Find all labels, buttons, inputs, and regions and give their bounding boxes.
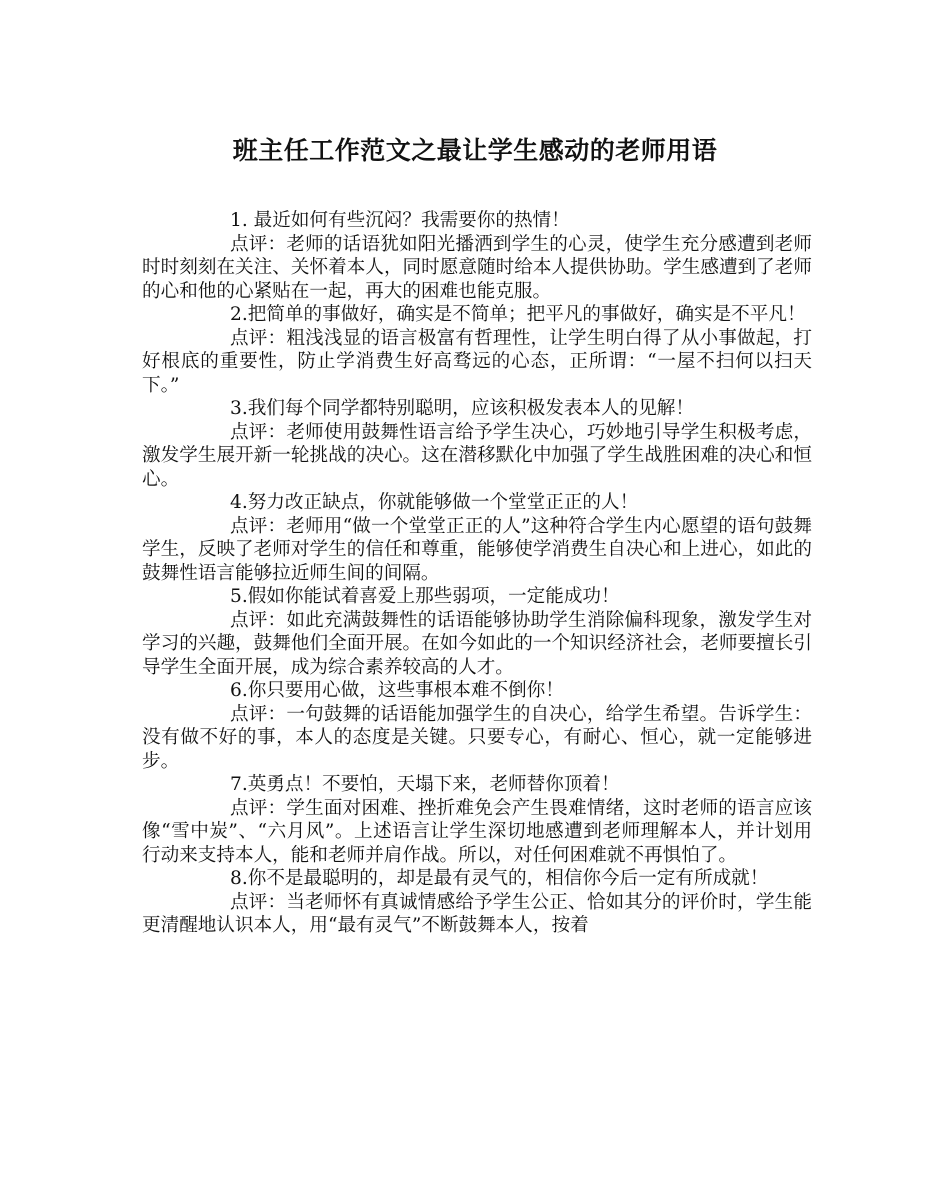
item-1-heading: 1. 最近如何有些沉闷？我需要你的热情！ xyxy=(230,210,570,231)
item-5-comment: 点评：如此充满鼓舞性的话语能够协助学生消除偏科现象，激发学生对学习的兴趣，鼓舞他们全面开展。在如今如此的一个知识经济社会，老师要擅长引导学生全面开展，成为综合素养较高的人才。 xyxy=(142,609,812,678)
item-6-comment: 点评：一句鼓舞的话语能加强学生的自决心，给学生希望。告诉学生：没有做不好的事，本人的态度是关键。只要专心，有耐心、恒心，就一定能够进步。 xyxy=(142,703,812,772)
item-8-comment: 点评：当老师怀有真诚情感给予学生公正、恰如其分的评价时，学生能更清醒地认识本人，用“最有灵气”不断鼓舞本人，按着 xyxy=(142,891,812,936)
item-4-heading: 4.努力改正缺点，你就能够做一个堂堂正正的人！ xyxy=(230,492,639,513)
item-8-heading: 8.你不是最聪明的，却是最有灵气的，相信你今后一定有所成就！ xyxy=(230,868,769,889)
item-7-heading: 7.英勇点！不要怕，天塌下来，老师替你顶着！ xyxy=(230,774,620,795)
item-3-heading: 3.我们每个同学都特别聪明，应该积极发表本人的见解！ xyxy=(230,398,694,419)
document-title: 班主任工作范文之最让学生感动的老师用语 xyxy=(232,136,718,165)
item-6-heading: 6.你只要用心做，这些事根本难不倒你！ xyxy=(230,680,564,701)
item-2-comment: 点评：粗浅浅显的语言极富有哲理性，让学生明白得了从小事做起，打好根底的重要性，防止学消费生好高骛远的心态，正所谓：“一屋不扫何以扫天下。” xyxy=(142,327,812,396)
item-5-heading: 5.假如你能试着喜爱上那些弱项，一定能成功！ xyxy=(230,586,620,607)
item-4-comment: 点评：老师用“做一个堂堂正正的人”这种符合学生内心愿望的语句鼓舞学生，反映了老师对学生的信任和尊重，能够使学消费生自决心和上进心，如此的鼓舞性语言能够拉近师生间的间隔。 xyxy=(142,515,812,584)
document-body xyxy=(142,209,812,938)
item-7-comment: 点评：学生面对困难、挫折难免会产生畏难情绪，这时老师的语言应该像“雪中炭”、“六月风”。上述语言让学生深切地感遭到老师理解本人，并计划用行动来支持本人，能和老师并肩作战。所以，对任何困难就不再惧怕了。 xyxy=(142,797,812,866)
item-2-heading: 2.把简单的事做好，确实是不简单；把平凡的事做好，确实是不平凡！ xyxy=(230,304,806,325)
item-1-comment: 点评：老师的话语犹如阳光播洒到学生的心灵，使学生充分感遭到老师时时刻刻在关注、关怀着本人，同时愿意随时给本人提供协助。学生感遭到了老师的心和他的心紧贴在一起，再大的困难也能克服。 xyxy=(142,233,812,302)
item-3-comment: 点评：老师使用鼓舞性语言给予学生决心，巧妙地引导学生积极考虑，激发学生展开新一轮挑战的决心。这在潜移默化中加强了学生战胜困难的决心和恒心。 xyxy=(142,421,812,490)
